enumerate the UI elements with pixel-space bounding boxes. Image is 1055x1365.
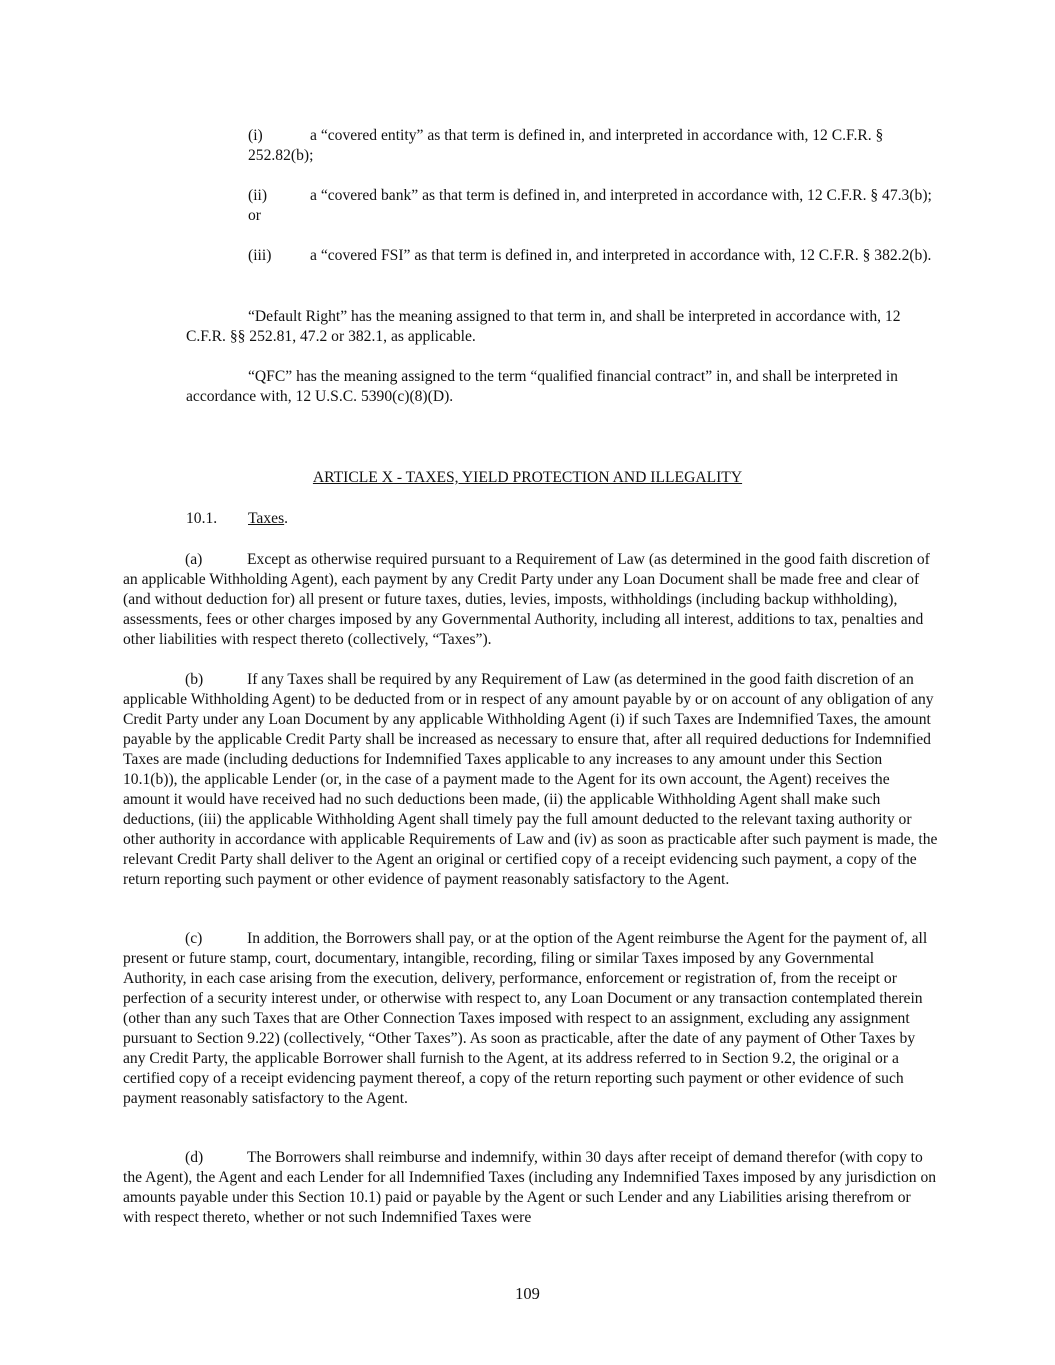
clause-ii: [248, 186, 938, 226]
definition-default-right: “Default Right” has the meaning assigned to that term in, and shall be interpreted in accordance with, 12 C.F.R. §§ 252.81, 47.2 or 382.1, as applicable.: [186, 308, 901, 345]
clause-text: a “covered entity” as that term is defined in, and interpreted in accordance with, 12 C.F.R. § 252.82(b);: [248, 127, 884, 164]
definition-qfc: “QFC” has the meaning assigned to the term “qualified financial contract” in, and shall be interpreted in accordance with, 12 U.S.C. 5390(c)(8)(D).: [186, 368, 898, 405]
section-heading: [186, 509, 786, 529]
paragraph-number: (b): [185, 671, 204, 688]
clause-number: (iii): [248, 247, 272, 264]
paragraph-text: If any Taxes shall be required by any Requirement of Law (as determined in the good faith discretion of an applicable Withholding Agent) to be deducted from or in respect of any amount payable by or on account of any obligation of any Credit Party under any Loan Document by any applicable Withholding Agent (i) if such Taxes are Indemnified Taxes, the amount payable by the applicable Credit Party shall be increased as necessary to ensure that, after all required deductions for Indemnified Taxes are made (including deductions for Indemnified Taxes applicable to any increases to any amount under this Section 10.1(b)), the applicable Lender (or, in the case of a payment made to the Agent for its own account, the Agent) receives the amount it would have received had no such deductions been made, (ii) the applicable Withholding Agent shall make such deductions, (iii) the applicable Withholding Agent shall timely pay the full amount deducted to the relevant taxing authority or other authority in accordance with applicable Requirements of Law and (iv) as soon as practicable after such payment is made, the relevant Credit Party shall deliver to the Agent an original or certified copy of a receipt evidencing such payment, a copy of the return reporting such payment or other evidence of payment reasonably satisfactory to the Agent.: [123, 671, 938, 888]
clause-iii: [248, 246, 938, 266]
section-title: Taxes: [248, 510, 285, 527]
section-number: 10.1.: [186, 510, 218, 527]
paragraph-text: The Borrowers shall reimburse and indemnify, within 30 days after receipt of demand therefor (with copy to the Agent), the Agent and each Lender for all Indemnified Taxes (including any Indemnified Taxes imposed by any jurisdiction on amounts payable under this Section 10.1) paid or payable by the Agent or such Lender and any Liabilities arising therefrom or with respect thereto, whether or not such Indemnified Taxes were: [123, 1149, 937, 1226]
clause-text: a “covered bank” as that term is defined in, and interpreted in accordance with, 12 C.F.R. § 47.3(b); or: [248, 187, 932, 224]
clause-number: (i): [248, 127, 263, 144]
paragraph-text: Except as otherwise required pursuant to a Requirement of Law (as determined in the good faith discretion of an applicable Withholding Agent), each payment by any Credit Party under any Loan Document shall be made free and clear of (and without deduction for) all present or future taxes, duties, levies, imposts, withholdings (including backup withholding), assessments, fees or other charges imposed by any Governmental Authority, including all interest, additions to tax, penalties and other liabilities with respect thereto (collectively, “Taxes”).: [123, 551, 930, 648]
paragraph-text: In addition, the Borrowers shall pay, or at the option of the Agent reimburse the Agent for the payment of, all present or future stamp, court, documentary, intangible, recording, filing or similar Taxes imposed by any Governmental Authority, in each case arising from the execution, delivery, performance, enforcement or registration of, from the receipt or perfection of a security interest under, or otherwise with respect to, any Loan Document or any transaction contemplated therein (other than any such Taxes that are Other Connection Taxes imposed with respect to an assignment, excluding any assignment pursuant to Section 9.22) (collectively, “Other Taxes”). As soon as practicable, after the date of any payment of Other Taxes by any Credit Party, the applicable Borrower shall furnish to the Agent, at its address referred to in Section 9.2, the original or a certified copy of a receipt evidencing payment thereof, a copy of the return reporting such payment or other evidence of such payment reasonably satisfactory to the Agent.: [123, 930, 928, 1107]
clause-i: [248, 126, 938, 166]
article-heading: ARTICLE X - TAXES, YIELD PROTECTION AND ILLEGALITY: [312, 469, 743, 486]
paragraph-b: [123, 670, 938, 890]
paragraph-a: [123, 550, 938, 650]
paragraph-c: [123, 929, 938, 1109]
clause-text: a “covered FSI” as that term is defined in, and interpreted in accordance with, 12 C.F.R. § 382.2(b).: [310, 247, 932, 264]
paragraph-number: (d): [185, 1149, 204, 1166]
paragraph-number: (a): [185, 551, 203, 568]
paragraph-number: (c): [185, 930, 203, 947]
paragraph-d: [123, 1148, 938, 1228]
clause-number: (ii): [248, 187, 268, 204]
page-number: 109: [515, 1284, 540, 1303]
section-title-suffix: .: [284, 510, 289, 527]
